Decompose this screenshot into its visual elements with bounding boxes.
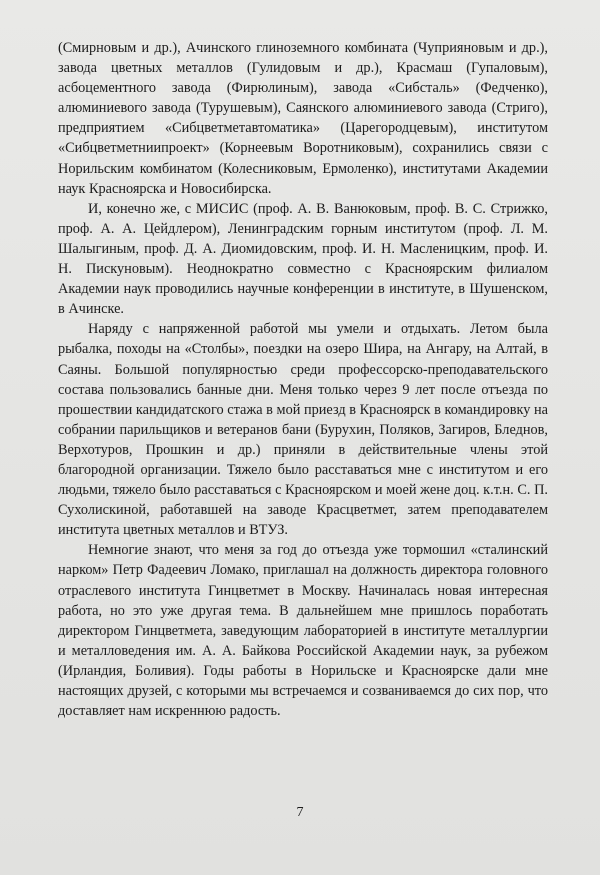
body-text (58, 38, 548, 721)
paragraph-3: Наряду с напряженной работой мы умели и отдыхать. Летом была рыбалка, походы на «Столбы», поездки на озеро Шира, на Ангару, на Алтай, в Саяны. Большой популярностью среди профессорско-преподавательского состава пользовались банные дни. Меня только через 9 лет после отъезда по прошествии кандидатского стажа в мой приезд в Красноярск в командировку на собрании парильщиков и ветеранов бани (Бурухин, Поляков, Загиров, Бледнов, Верхотуров, Прошкин и др.) приняли в действительные члены этой благородной организации. Тяжело было расставаться мне с институтом и его людьми, тяжело было расставаться с Красноярском и моей жене доц. к.т.н. С. П. Сухолискиной, работавшей на заводе Красцветмет, затем преподавателем института цветных металлов и ВТУЗ. (58, 321, 548, 539)
page-number: 7 (296, 805, 304, 820)
paragraph-2: И, конечно же, с МИСИС (проф. А. В. Ванюковым, проф. В. С. Стрижко, проф. А. А. Цейдлером), Ленинградским горным институтом (проф. Л. М. Шалыгиным, проф. Д. А. Диомидовским, проф. И. Н. Масленицким, проф. И. Н. Пискуновым). Неоднократно совместно с Красноярским филиалом Академии наук проводились научные конференции в институте, в Шушенском, в Ачинске. (58, 200, 548, 318)
paragraph-4: Немногие знают, что меня за год до отъезда уже тормошил «сталинский нарком» Петр Фадеевич Ломако, приглашал на должность директора головного отраслевого института Гинцветмет в Москву. Начиналась новая интересная работа, но это уже другая тема. В дальнейшем мне пришлось поработать директором Гинцветмета, заведующим лабораторией в институте металлургии и металловедения им. А. А. Байкова Российской Академии наук, за рубежом (Ирландия, Боливия). Годы работы в Норильске и Красноярске дали мне настоящих друзей, с которыми мы встречаемся и созваниваемся до сих пор, что доставляет нам искреннюю радость. (58, 542, 548, 720)
paragraph-1: (Смирновым и др.), Ачинского глиноземного комбината (Чуприяновым и др.), завода цветных металлов (Гулидовым и др.), Красмаш (Гупаловым), асбоцементного завода (Фирюлиным), завода «Сибсталь» (Федченко), алюминиевого завода (Турушевым), Саянского алюминиевого завода (Стриго), предприятием «Сибцветметавтоматика» (Царегородцевым), институтом «Сибцветметниипроект» (Корнеевым Воротниковым), сохранились связи с Норильским комбинатом (Колесниковым, Ермоленко), институтами Академии наук Красноярска и Новосибирска. (58, 40, 548, 197)
